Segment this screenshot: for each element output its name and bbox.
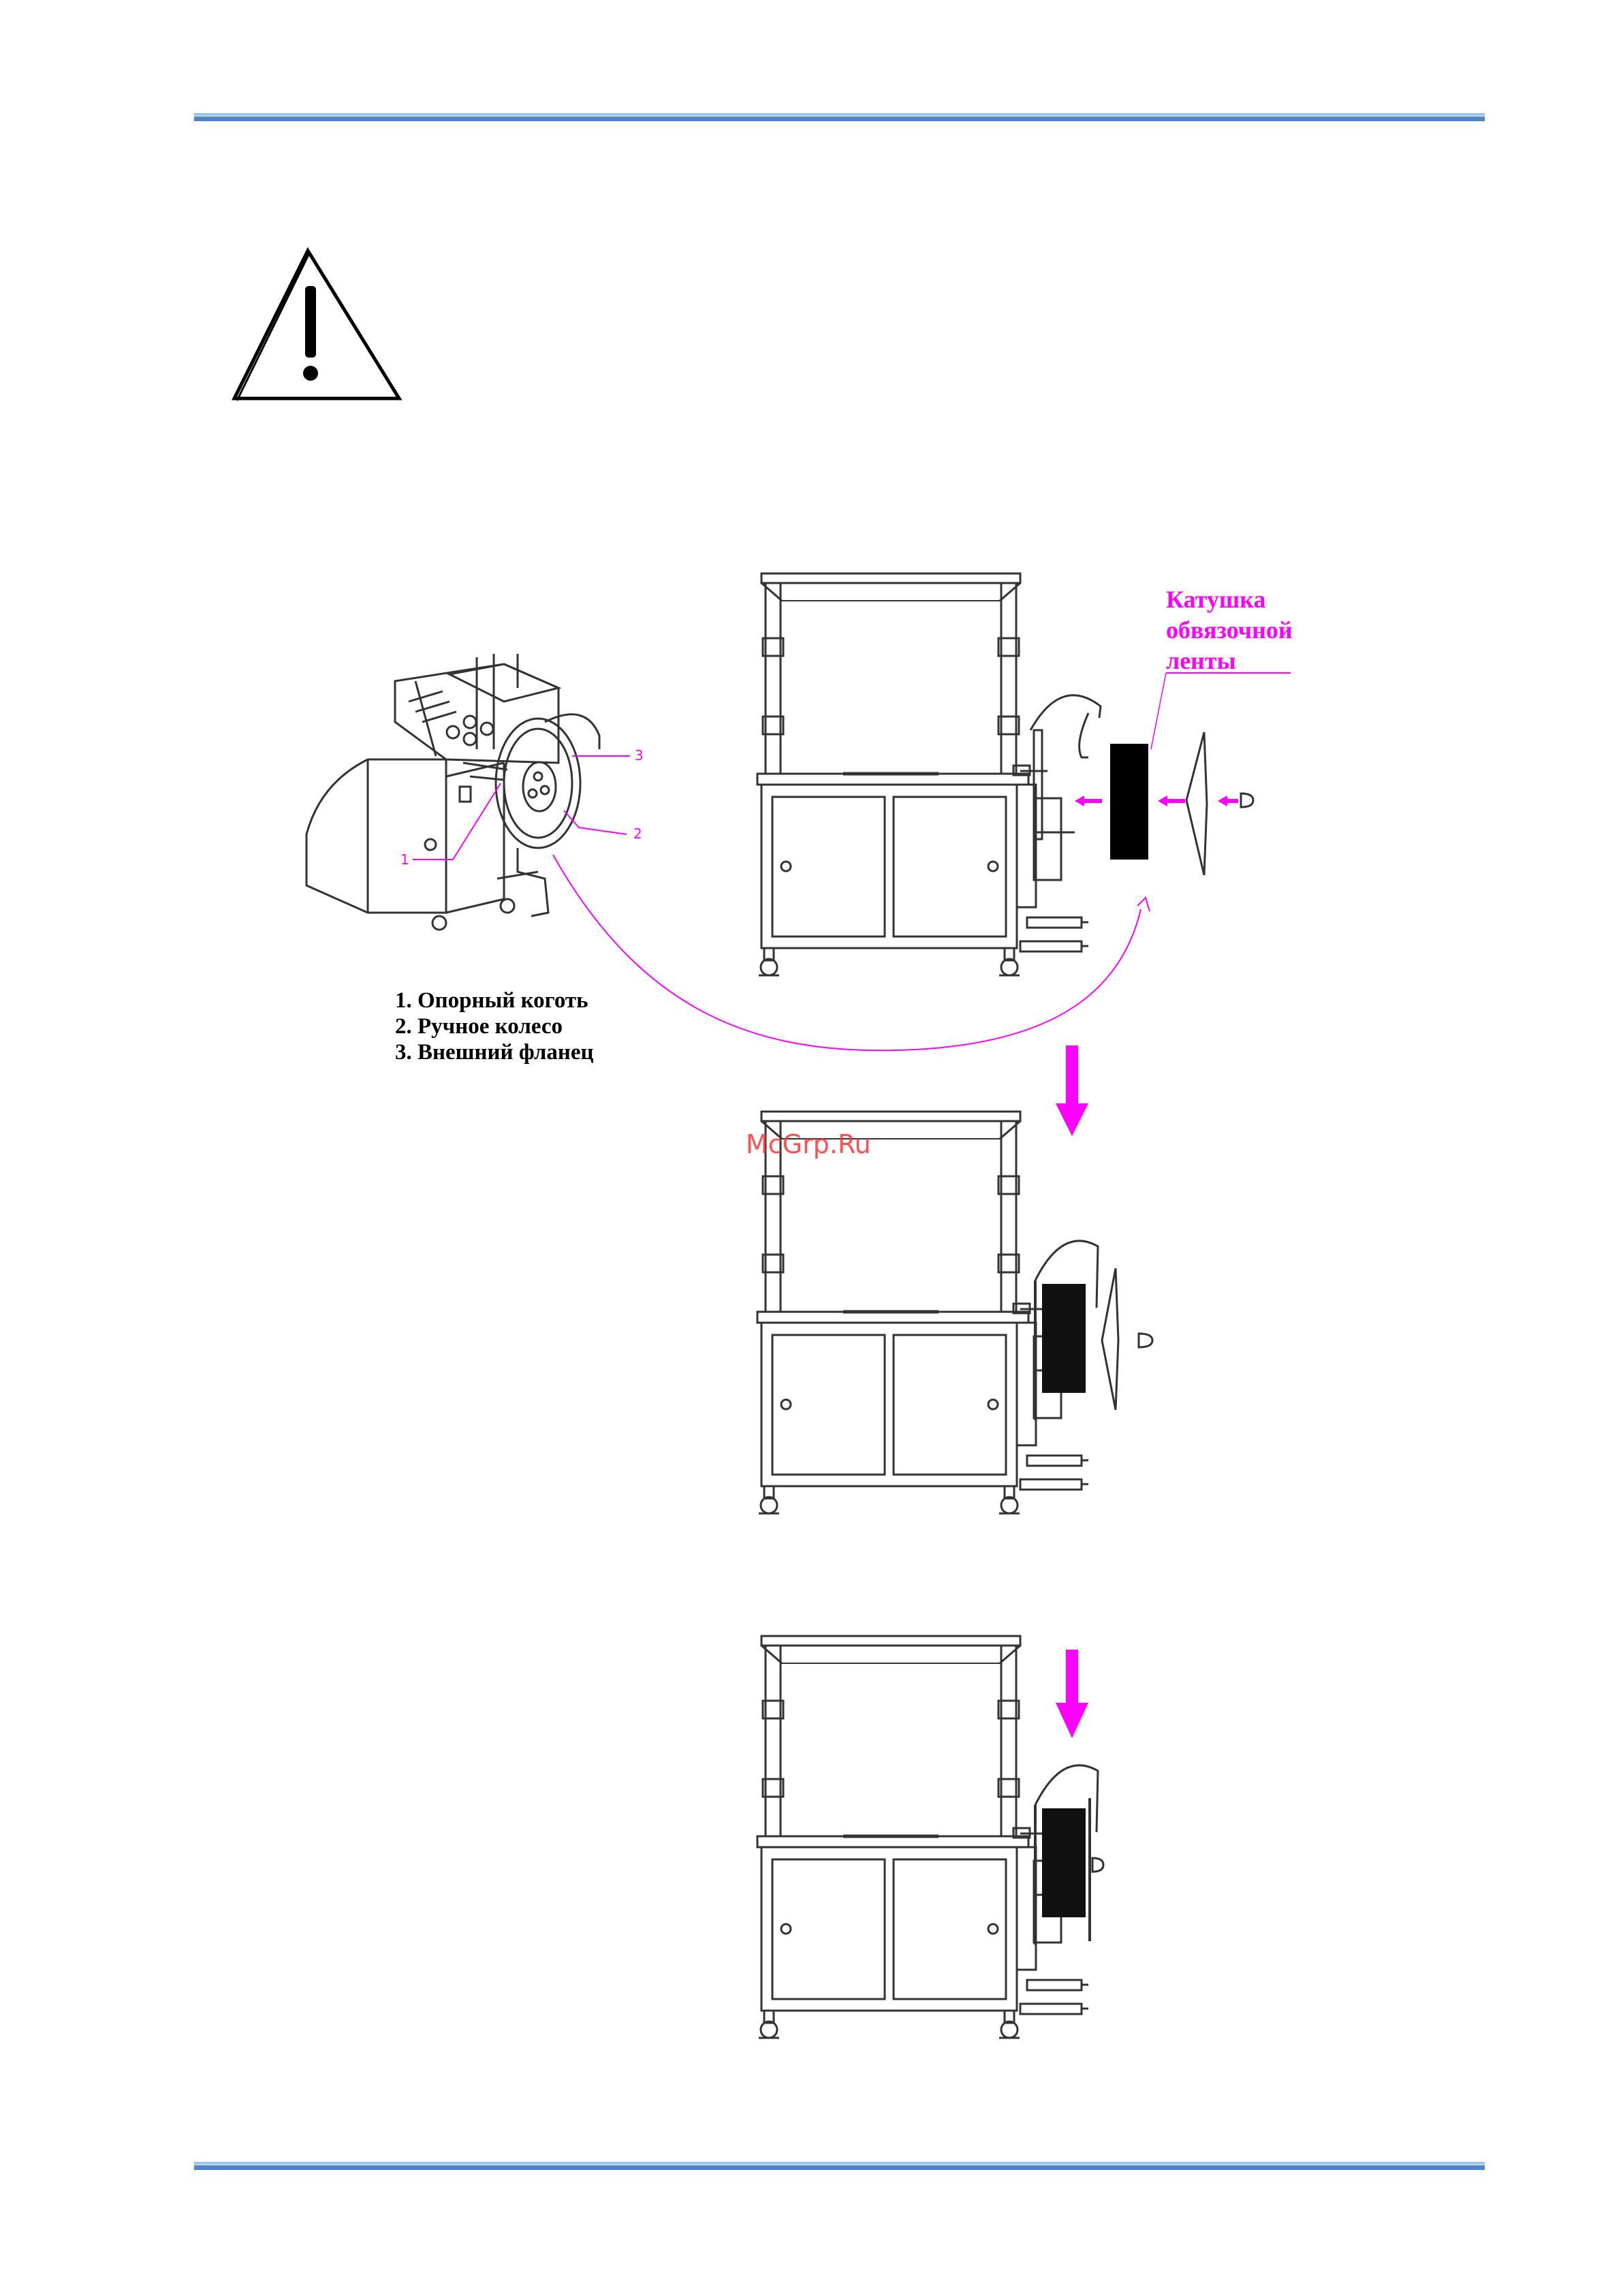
callout-number: 2 — [633, 825, 642, 842]
machine-step-3 — [757, 1636, 1088, 2038]
machine-step-1 — [757, 573, 1101, 975]
transfer-curve-arrow — [553, 855, 1150, 1050]
magenta-arrow-icon — [1056, 1045, 1088, 1136]
spool-label-line: Катушка — [1166, 586, 1266, 613]
callout-number: 3 — [635, 747, 644, 764]
legend-item: 2. Ручное колесо — [395, 1014, 563, 1039]
spool-label — [1166, 584, 1293, 676]
legend-item: 3. Внешний фланец — [395, 1040, 594, 1065]
mounted-spool-step-3 — [1035, 1765, 1103, 1945]
watermark: McGrp.Ru — [746, 1129, 871, 1159]
callout-number: 1 — [400, 851, 409, 868]
legend-item: 1. Опорный коготь — [395, 988, 588, 1013]
mounted-spool-step-2 — [1035, 1241, 1152, 1420]
outer-flange — [1186, 732, 1253, 875]
strap-spool — [1110, 744, 1148, 860]
spool-label-line: ленты — [1166, 647, 1236, 674]
machine-perspective-illustration — [306, 654, 599, 930]
spool-label-leader — [1151, 673, 1166, 749]
magenta-arrow-icon — [1056, 1650, 1088, 1738]
insert-arrow-icon — [1075, 796, 1238, 806]
spool-label-line: обвязочной — [1166, 616, 1293, 644]
parts-legend — [395, 988, 594, 1065]
machine-step-2 — [757, 1112, 1088, 1513]
warning-triangle-icon — [234, 251, 399, 400]
